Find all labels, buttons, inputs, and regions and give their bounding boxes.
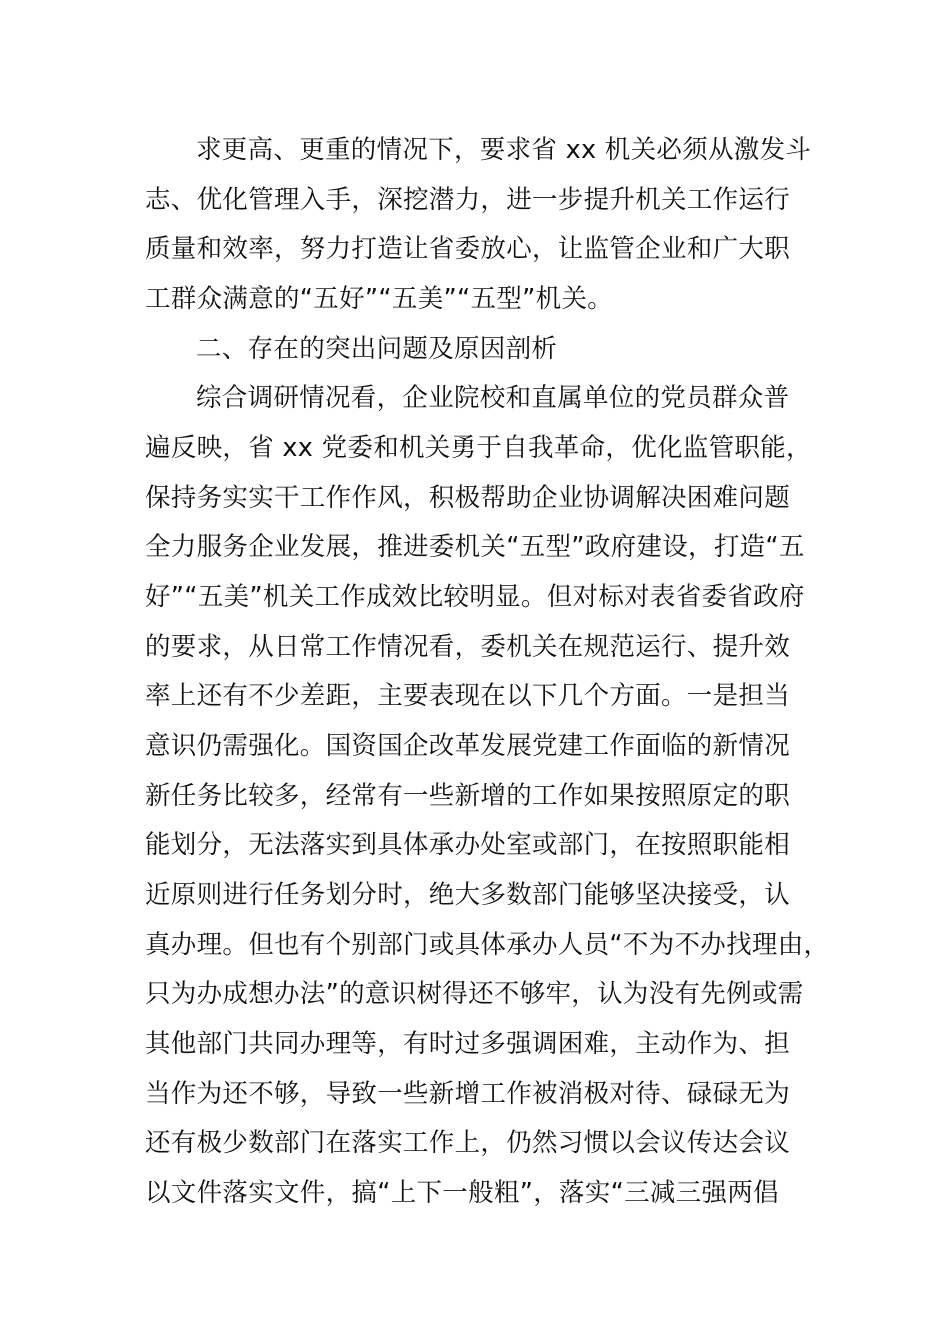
paragraph-line: 意识仍需强化。国资国企改革发展党建工作面临的新情况 [145, 731, 791, 761]
section-heading: 二、存在的突出问题及原因剖析 [196, 334, 558, 364]
paragraph-line: 工群众满意的“五好”“五美”“五型”机关。 [145, 284, 614, 314]
paragraph-line: 的要求，从日常工作情况看，委机关在规范运行、提升效 [145, 632, 791, 662]
paragraph-line: 还有极少数部门在落实工作上，仍然习惯以会议传达会议 [145, 1128, 791, 1158]
paragraph-line: 遍反映，省 xx 党委和机关勇于自我革命，优化监管职能， [145, 433, 812, 463]
paragraph-line: 当作为还不够，导致一些新增工作被消极对待、碌碌无为 [145, 1079, 791, 1109]
paragraph-line: 综合调研情况看，企业院校和直属单位的党员群众普 [196, 383, 790, 413]
paragraph-line: 求更高、更重的情况下，要求省 xx 机关必须从激发斗 [196, 135, 812, 165]
paragraph-line: 全力服务企业发展，推进委机关“五型”政府建设，打造“五 [145, 532, 805, 562]
paragraph-line: 质量和效率，努力打造让省委放心，让监管企业和广大职 [145, 234, 791, 264]
paragraph-line: 志、优化管理入手，深挖潜力，进一步提升机关工作运行 [145, 185, 791, 215]
paragraph-line: 保持务实实干工作作风，积极帮助企业协调解决困难问题 [145, 483, 791, 513]
paragraph-line: 能划分，无法落实到具体承办处室或部门，在按照职能相 [145, 830, 791, 860]
paragraph-line: 其他部门共同办理等，有时过多强调困难，主动作为、担 [145, 1029, 791, 1059]
paragraph-line: 率上还有不少差距，主要表现在以下几个方面。一是担当 [145, 681, 791, 711]
paragraph-line: 好”“五美”机关工作成效比较明显。但对标对表省委省政府 [145, 582, 805, 612]
paragraph-line: 真办理。但也有个别部门或具体承办人员“不为不办找理由， [145, 930, 830, 960]
paragraph-line: 近原则进行任务划分时，绝大多数部门能够坚决接受，认 [145, 880, 791, 910]
paragraph-line: 以文件落实文件，搞“上下一般粗”，落实“三减三强两倡 [145, 1178, 779, 1208]
paragraph-line: 只为办成想办法”的意识树得还不够牢，认为没有先例或需 [145, 979, 804, 1009]
paragraph-line: 新任务比较多，经常有一些新增的工作如果按照原定的职 [145, 781, 791, 811]
